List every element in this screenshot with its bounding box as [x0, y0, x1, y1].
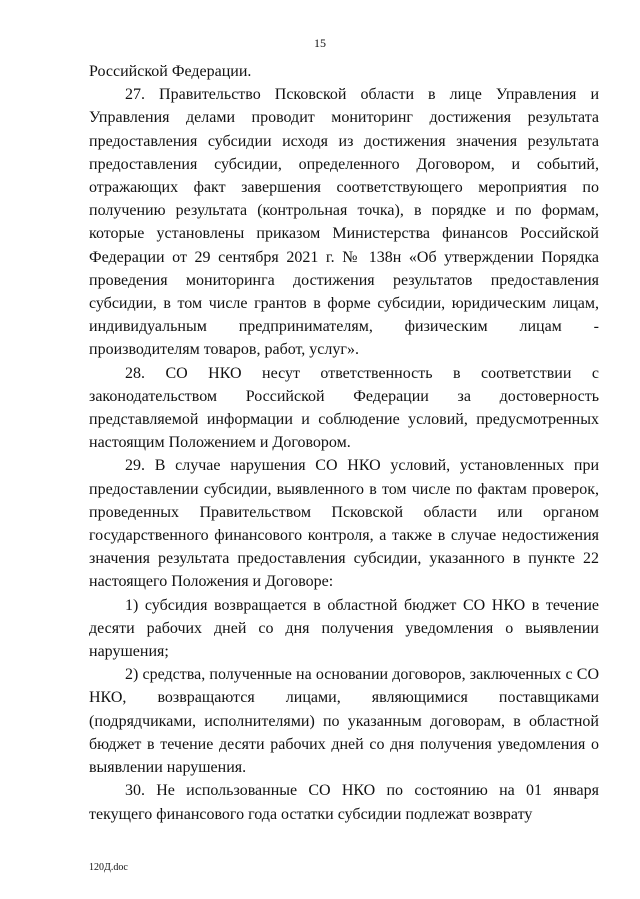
footer-filename: 120Д.doc	[89, 862, 128, 873]
paragraph-29-item-1: 1) субсидия возвращается в областной бюджет СО НКО в течение десяти рабочих дней со дня получения уведомления о выявлении нарушения;	[89, 596, 599, 661]
paragraph-29-item-2: 2) средства, полученные на основании договоров, заключенных с СО НКО, возвращаются лицами, являющимися поставщиками (подрядчиками, исполнителями) по указанным договорам, в областной бюджет в течение десяти рабочих дней со дня получения уведомления о выявлении нарушения.	[89, 666, 599, 777]
paragraph-continuation: Российской Федерации.	[89, 63, 252, 80]
page-number: 15	[314, 36, 326, 50]
paragraph-30: 30. Не использованные СО НКО по состоянию на 01 января текущего финансового года остатки субсидии подлежат возврату	[89, 782, 599, 823]
paragraph-28: 28. СО НКО несут ответственность в соответствии с законодательством Российской Федерации за достоверность представляемой информации и соблюдение условий, предусмотренных настоящим Положением и Договором.	[89, 364, 599, 452]
document-body	[89, 60, 599, 826]
paragraph-29: 29. В случае нарушения СО НКО условий, установленных при предоставлении субсидии, выявленного в том числе по фактам проверок, проведенных Правительством Псковской области или органом государственного финансового контроля, а также в случае недостижения значения результата предоставления субсидии, указанного в пункте 22 настоящего Положения и Договоре:	[89, 457, 599, 591]
paragraph-27: 27. Правительство Псковской области в лице Управления и Управления делами проводит мониторинг достижения результата предоставления субсидии исходя из достижения значения результата предоставления субсидии, определенного Договором, и событий, отражающих факт завершения соответствующего мероприятия по получению результата (контрольная точка), в порядке и по формам, которые установлены приказом Министерства финансов Российской Федерации от 29 сентября 2021 г. № 138н «Об утверждении Порядка проведения мониторинга достижения результатов предоставления субсидии, в том числе грантов в форме субсидии, юридическим лицам, индивидуальным предпринимателям, физическим лицам - производителям товаров, работ, услуг».	[89, 86, 599, 359]
